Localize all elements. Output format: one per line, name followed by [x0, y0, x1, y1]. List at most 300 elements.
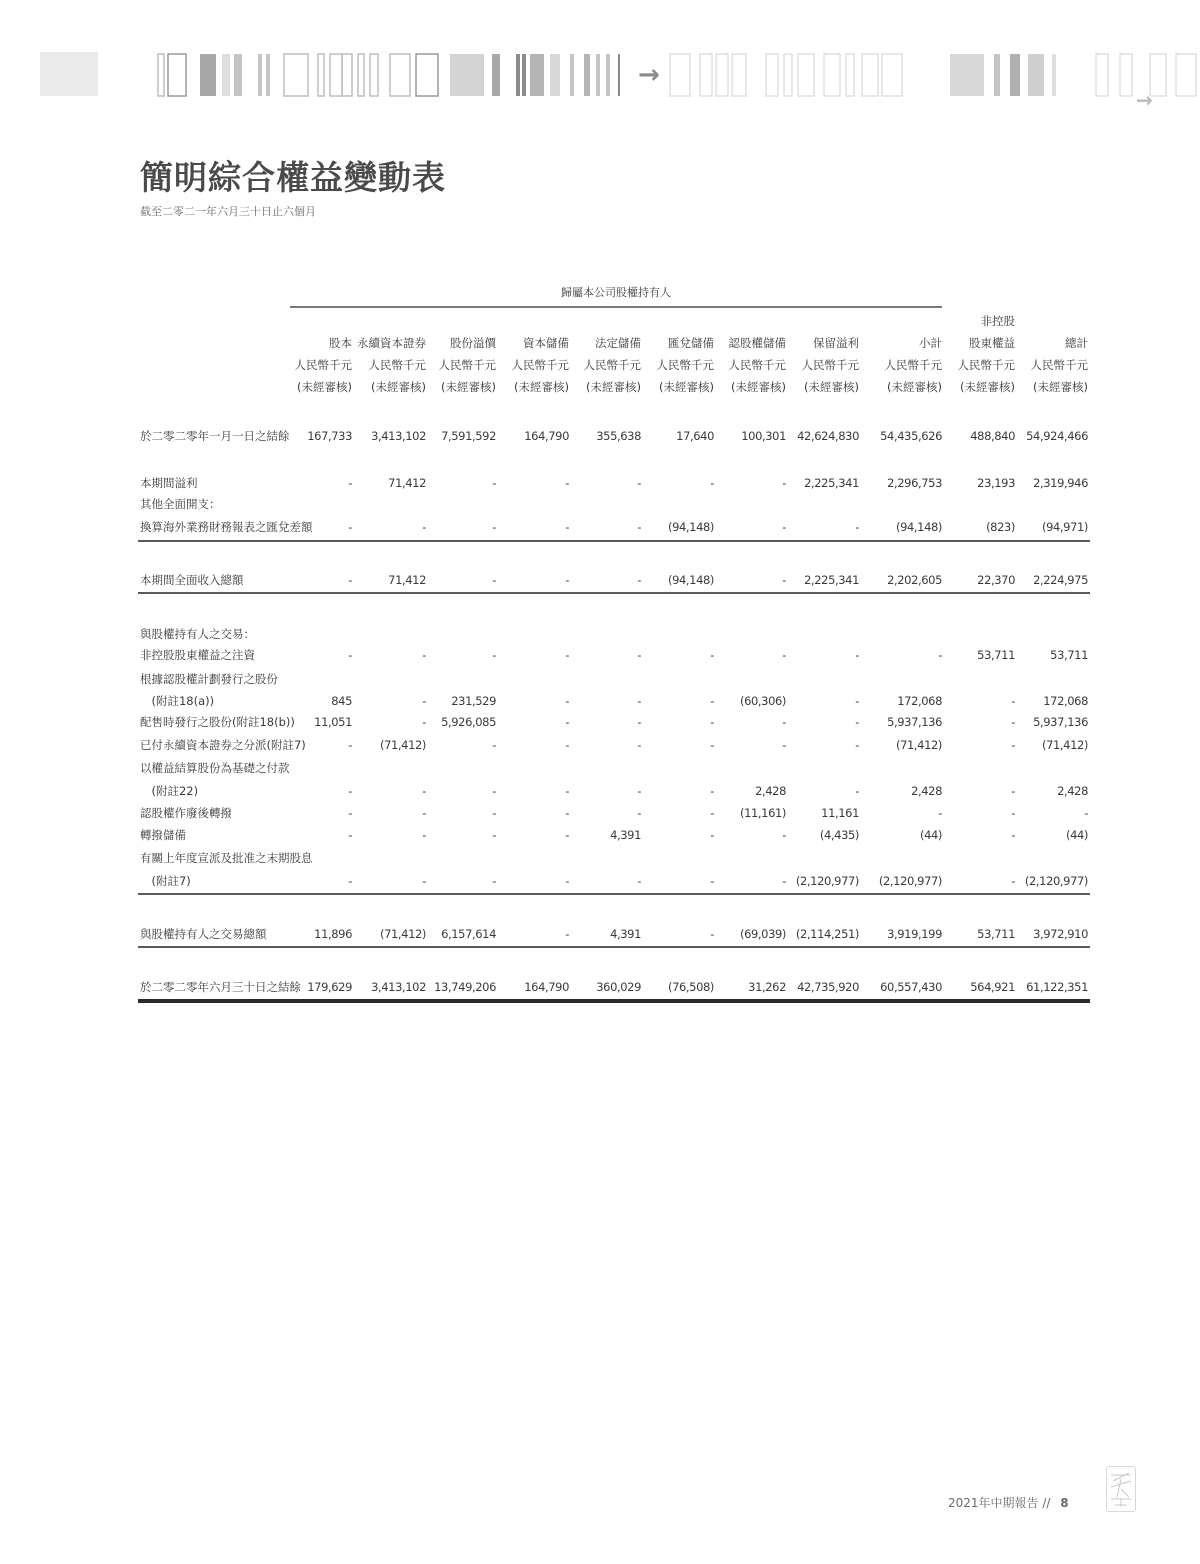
table-cell: 4,391	[610, 828, 641, 842]
row-label: 與股權持有人之交易：	[140, 627, 255, 641]
table-cell	[354, 494, 426, 514]
page-number: 8	[1060, 1496, 1069, 1510]
column-header-unit: 人民幣千元	[656, 358, 714, 372]
table-cell: 2,319,946	[1033, 476, 1088, 490]
table-cell	[943, 848, 1015, 868]
table-cell: -	[855, 784, 859, 798]
table-row	[138, 669, 1090, 689]
table-cell: 2,296,753	[887, 476, 942, 490]
table-cell	[870, 758, 942, 778]
table-cell: 488,840	[970, 429, 1015, 443]
column-header-audit: (未經審核)	[887, 380, 942, 394]
table-cell	[642, 494, 714, 514]
column-header-audit: (未經審核)	[514, 380, 569, 394]
page-footer	[948, 1494, 1069, 1511]
table-row	[138, 624, 1090, 644]
table-cell	[569, 494, 641, 514]
table-cell: (2,120,977)	[1024, 874, 1088, 888]
table-cell: (60,306)	[739, 694, 786, 708]
table-cell: -	[492, 874, 496, 888]
row-label: 換算海外業務財務報表之匯兌差額	[140, 520, 313, 534]
column-header-unit: 人民幣千元	[583, 358, 641, 372]
table-cell: 4,391	[610, 927, 641, 941]
report-label: 2021年中期報告 //	[948, 1496, 1051, 1510]
table-cell: -	[637, 573, 641, 587]
table-cell	[870, 848, 942, 868]
column-header-unit: 人民幣千元	[368, 358, 426, 372]
column-header-name: 總計	[1065, 336, 1088, 350]
table-cell: 360,029	[596, 980, 641, 994]
table-cell: 53,711	[977, 927, 1015, 941]
table-cell: 355,638	[596, 429, 641, 443]
table-cell: 3,919,199	[887, 927, 942, 941]
table-cell: -	[1011, 806, 1015, 820]
table-cell: -	[637, 738, 641, 752]
table-cell: -	[855, 738, 859, 752]
table-cell	[870, 669, 942, 689]
table-cell	[787, 758, 859, 778]
table-cell	[870, 494, 942, 514]
table-cell: 164,790	[524, 429, 569, 443]
table-cell: -	[565, 874, 569, 888]
table-cell: 71,412	[388, 573, 426, 587]
table-row	[138, 758, 1090, 778]
table-cell	[943, 758, 1015, 778]
table-cell	[569, 669, 641, 689]
table-cell: -	[422, 828, 426, 842]
table-cell: 11,896	[314, 927, 352, 941]
table-cell: 5,937,136	[1033, 715, 1088, 729]
table-row	[138, 803, 1090, 823]
table-cell: -	[710, 874, 714, 888]
column-header-top	[998, 310, 1088, 332]
table-cell: (2,114,251)	[795, 927, 859, 941]
table-cell: -	[855, 715, 859, 729]
table-cell: -	[422, 694, 426, 708]
table-cell	[1016, 848, 1088, 868]
table-cell	[569, 848, 641, 868]
table-rule	[138, 946, 1090, 948]
table-cell: -	[637, 874, 641, 888]
table-cell	[424, 494, 496, 514]
table-cell	[497, 624, 569, 644]
column-header-name: 匯兌儲備	[668, 336, 714, 350]
table-row	[138, 825, 1090, 845]
table-cell: -	[348, 784, 352, 798]
table-cell	[642, 848, 714, 868]
table-cell: 5,926,085	[441, 715, 496, 729]
table-cell	[354, 624, 426, 644]
table-cell	[1016, 494, 1088, 514]
table-cell: (94,971)	[1041, 520, 1088, 534]
column-header-name: 法定儲備	[595, 336, 641, 350]
column-header-name: 資本儲備	[523, 336, 569, 350]
table-cell: (94,148)	[667, 520, 714, 534]
row-label: (附註7)	[140, 874, 191, 888]
table-cell: (71,412)	[1041, 738, 1088, 752]
table-cell: -	[565, 784, 569, 798]
decorative-header-band	[40, 48, 1200, 112]
table-cell: -	[637, 694, 641, 708]
table-cell: -	[348, 828, 352, 842]
table-cell: -	[422, 715, 426, 729]
table-cell	[943, 624, 1015, 644]
table-cell: 3,413,102	[371, 980, 426, 994]
table-row	[138, 645, 1090, 665]
table-cell	[714, 494, 786, 514]
table-cell: 7,591,592	[441, 429, 496, 443]
table-cell: -	[710, 784, 714, 798]
table-rule	[138, 893, 1090, 895]
table-cell: -	[855, 520, 859, 534]
table-cell: -	[782, 715, 786, 729]
column-header-unit: 人民幣千元	[728, 358, 786, 372]
column-header-unit: 人民幣千元	[957, 358, 1015, 372]
table-cell: (69,039)	[739, 927, 786, 941]
row-label: 本期間溢利	[140, 476, 198, 490]
table-cell	[354, 669, 426, 689]
table-cell	[943, 669, 1015, 689]
table-cell	[1016, 669, 1088, 689]
table-cell: -	[782, 648, 786, 662]
barcode-pattern	[40, 48, 1200, 100]
column-header-audit: (未經審核)	[731, 380, 786, 394]
table-cell: 3,972,910	[1033, 927, 1088, 941]
table-cell: -	[637, 784, 641, 798]
table-cell: -	[710, 927, 714, 941]
table-cell: -	[710, 694, 714, 708]
table-cell: -	[1011, 874, 1015, 888]
table-cell: 17,640	[676, 429, 714, 443]
company-logo-icon	[1106, 1466, 1136, 1512]
table-cell: -	[637, 476, 641, 490]
table-cell: -	[348, 738, 352, 752]
table-cell: -	[422, 784, 426, 798]
table-cell: -	[637, 715, 641, 729]
table-cell: -	[565, 476, 569, 490]
table-cell	[280, 669, 352, 689]
table-cell: -	[1011, 738, 1015, 752]
row-label: 與股權持有人之交易總額	[140, 927, 267, 941]
column-header-audit: (未經審核)	[804, 380, 859, 394]
table-cell	[714, 624, 786, 644]
column-header-unit: 人民幣千元	[884, 358, 942, 372]
table-cell: -	[782, 520, 786, 534]
table-cell	[569, 758, 641, 778]
table-cell: 167,733	[307, 429, 352, 443]
table-cell: 2,428	[911, 784, 942, 798]
table-cell	[787, 494, 859, 514]
table-rule	[138, 592, 1090, 594]
table-cell: -	[1011, 694, 1015, 708]
table-cell: 564,921	[970, 980, 1015, 994]
table-cell: (2,120,977)	[878, 874, 942, 888]
row-label: 有關上年度宣派及批准之末期股息	[140, 851, 313, 865]
table-cell: 71,412	[388, 476, 426, 490]
row-label: 根據認股權計劃發行之股份	[140, 672, 278, 686]
table-cell	[497, 669, 569, 689]
table-cell: -	[1011, 715, 1015, 729]
row-label: 其他全面開支：	[140, 497, 221, 511]
column-header-audit: (未經審核)	[659, 380, 714, 394]
row-label: 於二零二零年六月三十日之結餘	[140, 980, 301, 994]
column-header-audit: (未經審核)	[586, 380, 641, 394]
table-cell	[280, 758, 352, 778]
table-cell	[943, 494, 1015, 514]
table-cell: 22,370	[977, 573, 1015, 587]
table-cell: -	[492, 573, 496, 587]
table-rule	[138, 999, 1090, 1003]
table-cell: 2,225,341	[804, 573, 859, 587]
table-cell: -	[565, 828, 569, 842]
column-header-name: 認股權儲備	[728, 336, 786, 350]
table-cell: -	[782, 573, 786, 587]
row-label: 本期間全面收入總額	[140, 573, 244, 587]
table-cell: -	[492, 648, 496, 662]
table-cell	[714, 848, 786, 868]
column-header-unit: 人民幣千元	[801, 358, 859, 372]
table-row	[138, 871, 1090, 891]
table-cell: -	[492, 806, 496, 820]
table-cell: (71,412)	[895, 738, 942, 752]
table-cell: -	[565, 648, 569, 662]
table-cell	[787, 624, 859, 644]
table-cell: 164,790	[524, 980, 569, 994]
column-header-audit: (未經審核)	[371, 380, 426, 394]
table-cell: -	[348, 476, 352, 490]
row-label: 認股權作廢後轉撥	[140, 806, 232, 820]
table-cell: -	[1011, 828, 1015, 842]
table-cell: (71,412)	[379, 927, 426, 941]
table-cell: -	[782, 828, 786, 842]
table-cell: 5,937,136	[887, 715, 942, 729]
table-cell: -	[710, 648, 714, 662]
row-label: 於二零二零年一月一日之結餘	[140, 429, 290, 443]
table-row	[138, 517, 1090, 537]
column-header-name: 小計	[919, 336, 942, 350]
table-cell: 2,428	[755, 784, 786, 798]
table-cell: -	[565, 694, 569, 708]
table-cell: -	[637, 520, 641, 534]
table-cell: 2,428	[1057, 784, 1088, 798]
table-cell	[424, 669, 496, 689]
table-row	[138, 924, 1090, 944]
table-row	[138, 494, 1090, 514]
table-cell: (2,120,977)	[795, 874, 859, 888]
table-cell: -	[782, 738, 786, 752]
table-cell: -	[492, 738, 496, 752]
table-cell: -	[565, 715, 569, 729]
table-cell: 172,068	[897, 694, 942, 708]
table-cell	[424, 758, 496, 778]
table-cell: 53,711	[1050, 648, 1088, 662]
table-cell	[569, 624, 641, 644]
column-header-name: 保留溢利	[813, 336, 859, 350]
column-header-audit: (未經審核)	[297, 380, 352, 394]
row-label: 轉撥儲備	[140, 828, 186, 842]
table-cell: -	[1011, 784, 1015, 798]
table-cell	[280, 848, 352, 868]
column-header-audit: (未經審核)	[1033, 380, 1088, 394]
table-cell: (94,148)	[895, 520, 942, 534]
table-row	[138, 426, 1090, 446]
table-cell: (4,435)	[819, 828, 859, 842]
table-cell: 11,051	[314, 715, 352, 729]
table-cell: -	[565, 520, 569, 534]
row-label: 非控股股東權益之注資	[140, 648, 255, 662]
table-cell: -	[348, 520, 352, 534]
table-cell: -	[710, 476, 714, 490]
table-cell: 23,193	[977, 476, 1015, 490]
table-cell: -	[348, 648, 352, 662]
table-cell: -	[492, 476, 496, 490]
table-cell: 61,122,351	[1026, 980, 1088, 994]
row-label: 以權益結算股份為基礎之付款	[140, 761, 290, 775]
column-header-unit: 人民幣千元	[438, 358, 496, 372]
column-header-name: 永續資本證券	[357, 336, 426, 350]
column-header-name: 股本	[329, 336, 352, 350]
table-cell: 179,629	[307, 980, 352, 994]
table-cell: 42,735,920	[797, 980, 859, 994]
table-cell: 31,262	[748, 980, 786, 994]
table-cell: -	[710, 738, 714, 752]
table-cell: 13,749,206	[434, 980, 496, 994]
table-cell	[424, 848, 496, 868]
column-header-unit: 人民幣千元	[1030, 358, 1088, 372]
table-row	[138, 848, 1090, 868]
table-cell: 2,225,341	[804, 476, 859, 490]
table-cell: 3,413,102	[371, 429, 426, 443]
arrow-right-icon: →	[1136, 88, 1153, 112]
attributable-group-rule	[290, 306, 942, 308]
page-subtitle: 截至二零二一年六月三十日止六個月	[140, 205, 316, 218]
table-cell: 100,301	[741, 429, 786, 443]
table-cell: -	[565, 806, 569, 820]
table-cell: -	[492, 784, 496, 798]
table-cell: -	[1084, 806, 1088, 820]
column-header-unit: 人民幣千元	[511, 358, 569, 372]
table-cell: (94,148)	[667, 573, 714, 587]
table-cell: 54,435,626	[880, 429, 942, 443]
column-header-top	[769, 310, 859, 332]
table-cell: -	[710, 828, 714, 842]
table-cell: (71,412)	[379, 738, 426, 752]
table-cell: -	[422, 806, 426, 820]
table-cell: -	[710, 806, 714, 820]
table-cell: 2,202,605	[887, 573, 942, 587]
table-cell: -	[565, 573, 569, 587]
table-row	[138, 691, 1090, 711]
column-header	[769, 310, 859, 398]
table-cell: 172,068	[1043, 694, 1088, 708]
table-rule	[138, 540, 1090, 542]
row-label: 已付永續資本證券之分派(附註7)	[140, 738, 306, 752]
column-header-audit: (未經審核)	[441, 380, 496, 394]
table-cell: -	[855, 694, 859, 708]
table-row	[138, 735, 1090, 755]
table-cell: 60,557,430	[880, 980, 942, 994]
arrow-right-icon: →	[638, 60, 660, 90]
table-cell: (823)	[986, 520, 1015, 534]
table-cell: 6,157,614	[441, 927, 496, 941]
column-header-audit: (未經審核)	[960, 380, 1015, 394]
table-cell	[642, 624, 714, 644]
table-cell	[642, 669, 714, 689]
table-cell: 11,161	[821, 806, 859, 820]
table-cell: (44)	[1065, 828, 1088, 842]
table-cell	[280, 624, 352, 644]
table-cell: -	[348, 874, 352, 888]
table-cell	[497, 758, 569, 778]
table-row	[138, 781, 1090, 801]
table-cell: -	[938, 648, 942, 662]
table-cell: (76,508)	[667, 980, 714, 994]
table-cell: -	[710, 715, 714, 729]
column-header-unit: 人民幣千元	[294, 358, 352, 372]
table-cell: 845	[331, 694, 352, 708]
table-row	[138, 570, 1090, 590]
table-row	[138, 473, 1090, 493]
table-cell	[497, 494, 569, 514]
column-header-top: 非控股	[980, 314, 1015, 328]
table-cell: (44)	[919, 828, 942, 842]
table-row	[138, 977, 1090, 997]
table-cell: -	[782, 874, 786, 888]
table-cell: 2,224,975	[1033, 573, 1088, 587]
table-cell: 231,529	[451, 694, 496, 708]
table-cell	[787, 669, 859, 689]
table-cell: 54,924,466	[1026, 429, 1088, 443]
table-cell: -	[855, 648, 859, 662]
table-cell: -	[637, 648, 641, 662]
table-cell: -	[422, 874, 426, 888]
table-cell: 53,711	[977, 648, 1015, 662]
table-cell	[497, 848, 569, 868]
row-label: (附註18(a))	[140, 694, 215, 708]
table-cell: -	[565, 927, 569, 941]
row-label: (附註22)	[140, 784, 199, 798]
table-cell	[1016, 624, 1088, 644]
table-cell: -	[565, 738, 569, 752]
table-cell	[354, 848, 426, 868]
table-row	[138, 712, 1090, 732]
row-label: 配售時發行之股份(附註18(b))	[140, 715, 295, 729]
table-cell: -	[938, 806, 942, 820]
table-cell: -	[782, 476, 786, 490]
table-cell	[424, 624, 496, 644]
table-cell	[280, 494, 352, 514]
table-cell: (11,161)	[739, 806, 786, 820]
attributable-group-header: 歸屬本公司股權持有人	[561, 286, 671, 299]
page-title: 簡明綜合權益變動表	[140, 158, 446, 197]
table-cell: 42,624,830	[797, 429, 859, 443]
column-header-name: 股份溢價	[450, 336, 496, 350]
column-header-name: 股東權益	[969, 336, 1015, 350]
table-cell: -	[422, 648, 426, 662]
table-cell	[354, 758, 426, 778]
table-cell	[870, 624, 942, 644]
table-cell: -	[348, 806, 352, 820]
table-cell: -	[492, 520, 496, 534]
table-cell: -	[637, 806, 641, 820]
table-cell: -	[348, 573, 352, 587]
table-cell	[714, 758, 786, 778]
column-header	[998, 310, 1088, 398]
table-cell	[787, 848, 859, 868]
table-cell: -	[492, 828, 496, 842]
table-cell	[1016, 758, 1088, 778]
table-cell: -	[422, 520, 426, 534]
